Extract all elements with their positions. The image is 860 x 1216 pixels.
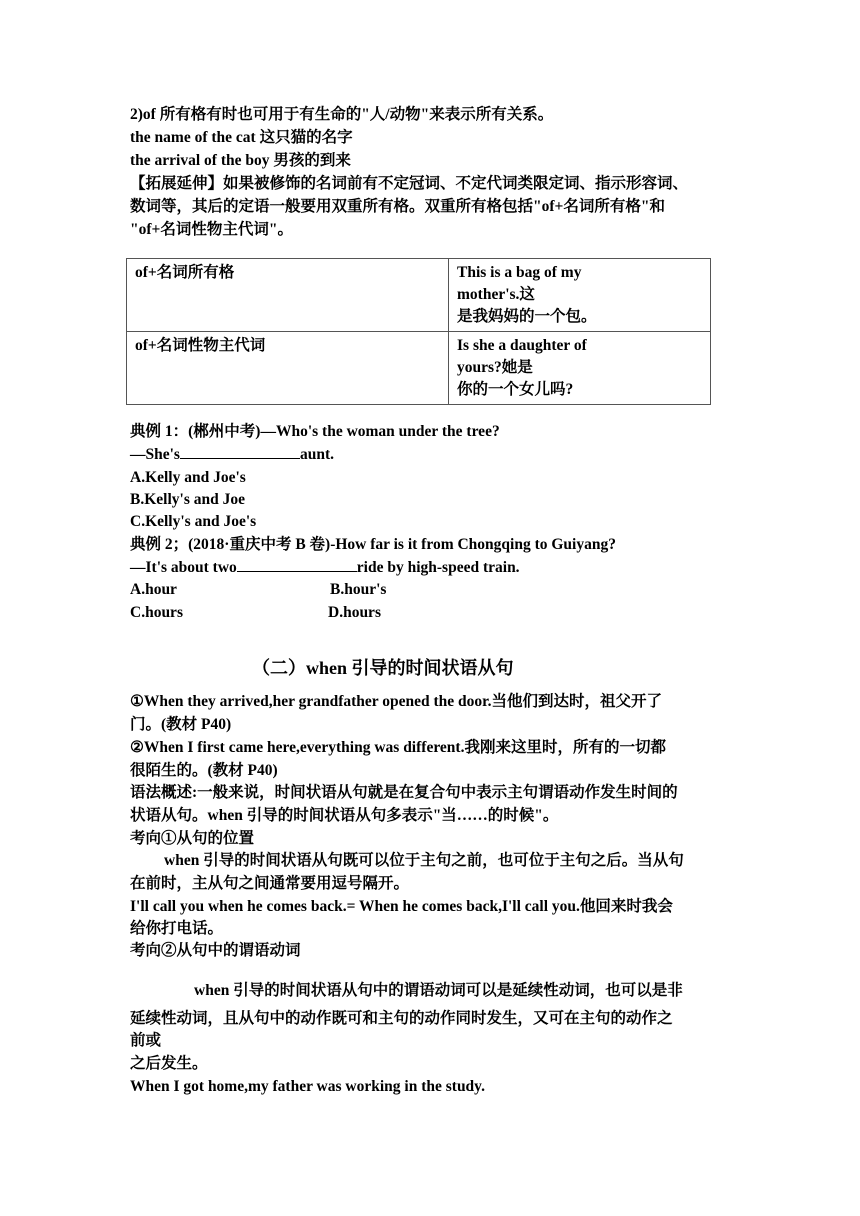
example-line: 是我妈妈的一个包。 <box>457 308 597 325</box>
table-cell-label: of+名词所有格 <box>127 259 449 332</box>
option-c: C.hours <box>130 604 183 621</box>
text-line: 前或 <box>130 1032 162 1049</box>
subheading: 考向①从句的位置 <box>130 830 255 847</box>
table-cell-example <box>449 332 711 405</box>
subheading: 考向②从句中的谓语动词 <box>130 942 301 959</box>
text-line: the arrival of the boy 男孩的到来 <box>130 152 351 169</box>
example-line: This is a bag of my <box>457 264 582 281</box>
text-line: 很陌生的。(教材 P40) <box>130 762 278 779</box>
example-line: Is she a daughter of <box>457 337 587 354</box>
example1-blank-line: —She's aunt. <box>130 446 334 463</box>
text-line: 2)of 所有格有时也可用于有生命的"人/动物"来表示所有关系。 <box>130 106 554 123</box>
text-line: when 引导的时间状语从句既可以位于主句之前，也可位于主句之后。当从句 <box>164 852 684 869</box>
option-d: D.hours <box>328 604 381 621</box>
text-line: I'll call you when he comes back.= When he comes back,I'll call you.他回来时我会 <box>130 898 673 915</box>
text-line: 状语从句。when 引导的时间状语从句多表示"当……的时候"。 <box>130 807 559 824</box>
text-line: When I got home,my father was working in the study. <box>130 1078 485 1095</box>
table-row <box>127 259 711 332</box>
text-line: 在前时，主从句之间通常要用逗号隔开。 <box>130 875 410 892</box>
text-line: 语法概述:一般来说，时间状语从句就是在复合句中表示主句谓语动作发生时间的 <box>130 784 678 801</box>
example-line: yours?她是 <box>457 359 533 376</box>
example-line: 你的一个女儿吗? <box>457 381 574 398</box>
text-line: the name of the cat 这只猫的名字 <box>130 129 353 146</box>
option-c: C.Kelly's and Joe's <box>130 513 257 530</box>
answer-blank <box>180 444 300 459</box>
table-row <box>127 332 711 405</box>
example-line: mother's.这 <box>457 286 535 303</box>
section-title: （二）when 引导的时间状语从句 <box>252 658 514 678</box>
text-line: 门。(教材 P40) <box>130 716 232 733</box>
text-line: 数词等，其后的定语一般要用双重所有格。双重所有格包括"of+名词所有格"和 <box>130 198 665 215</box>
option-b: B.hour's <box>330 581 387 598</box>
text-line: when 引导的时间状语从句中的谓语动词可以是延续性动词，也可以是非 <box>194 982 683 999</box>
text-line: ①When they arrived,her grandfather opened the door.当他们到达时，祖父开了 <box>130 693 662 710</box>
table-cell-label: of+名词性物主代词 <box>127 332 449 405</box>
example1-question: 典例 1：(郴州中考)—Who's the woman under the tree? <box>130 423 500 440</box>
possessive-table <box>126 258 711 405</box>
option-a: A.hour <box>130 581 177 598</box>
example2-question: 典例 2；(2018·重庆中考 B 卷)-How far is it from Chongqing to Guiyang? <box>130 536 616 553</box>
option-a: A.Kelly and Joe's <box>130 469 246 486</box>
table-cell-example <box>449 259 711 332</box>
text-line: 给你打电话。 <box>130 920 224 937</box>
example2-blank-line: —It's about two ride by high-speed train. <box>130 559 520 576</box>
text-line: 【拓展延伸】如果被修饰的名词前有不定冠词、不定代词类限定词、指示形容词、 <box>130 175 689 192</box>
text-line: 之后发生。 <box>130 1055 208 1072</box>
text-line: "of+名词性物主代词"。 <box>130 221 293 238</box>
option-b: B.Kelly's and Joe <box>130 491 245 508</box>
text-line: ②When I first came here,everything was different.我刚来这里时，所有的一切都 <box>130 739 666 756</box>
text-line: 延续性动词，且从句中的动作既可和主句的动作同时发生，又可在主句的动作之 <box>130 1010 673 1027</box>
answer-blank <box>237 557 357 572</box>
